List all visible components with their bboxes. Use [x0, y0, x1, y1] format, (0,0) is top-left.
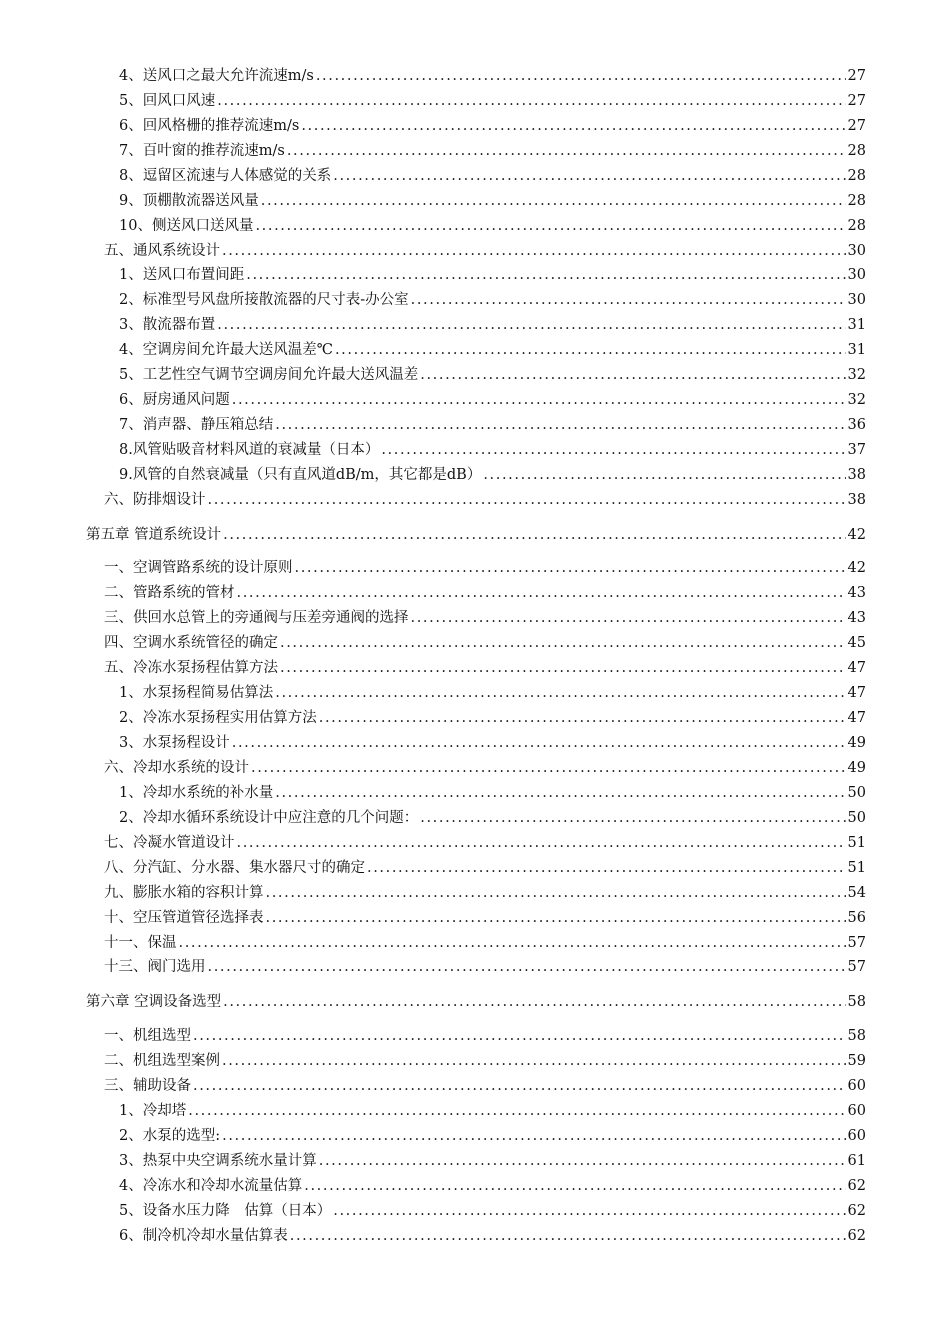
toc-dot-leader: [411, 609, 846, 627]
toc-entry-page-number: 47: [847, 710, 866, 726]
toc-entry-page-number: 57: [847, 935, 866, 951]
toc-entry[interactable]: [119, 217, 866, 237]
toc-dot-leader: [319, 1152, 846, 1170]
toc-entry-title: 三、辅助设备: [104, 1078, 191, 1094]
toc-dot-leader: [217, 92, 845, 110]
toc-entry[interactable]: [104, 884, 866, 904]
toc-entry[interactable]: [119, 1202, 866, 1222]
toc-dot-leader: [208, 491, 846, 509]
toc-entry[interactable]: [119, 1152, 866, 1172]
toc-entry-title: 2、冷冻水泵扬程实用估算方法: [119, 710, 317, 726]
toc-entry-page-number: 57: [847, 959, 866, 975]
toc-entry-page-number: 45: [847, 635, 866, 651]
toc-dot-leader: [255, 217, 845, 235]
toc-entry-page-number: 38: [847, 492, 866, 508]
toc-entry[interactable]: [104, 242, 866, 262]
toc-entry[interactable]: [104, 1077, 866, 1097]
toc-entry[interactable]: [119, 117, 866, 137]
toc-entry-title: 十、空压管道管径选择表: [104, 910, 264, 926]
toc-dot-leader: [232, 734, 846, 752]
toc-entry[interactable]: [104, 1027, 866, 1047]
toc-dot-leader: [232, 391, 846, 409]
toc-entry-title: 十三、阀门选用: [104, 959, 206, 975]
toc-dot-leader: [222, 1127, 845, 1145]
toc-entry[interactable]: [119, 1102, 866, 1122]
toc-entry-title: 七、冷凝水管道设计: [104, 835, 235, 851]
toc-entry-title: 第五章 管道系统设计: [86, 527, 222, 543]
toc-dot-leader: [217, 316, 845, 334]
toc-entry[interactable]: [104, 934, 866, 954]
toc-dot-leader: [251, 759, 846, 777]
toc-entry[interactable]: [104, 759, 866, 779]
toc-dot-leader: [275, 416, 845, 434]
toc-dot-leader: [223, 526, 845, 544]
toc-entry-page-number: 47: [847, 685, 866, 701]
toc-dot-leader: [193, 1027, 846, 1045]
toc-dot-leader: [222, 242, 846, 260]
toc-entry[interactable]: [119, 416, 866, 436]
toc-entry-title: 2、水泵的选型:: [119, 1128, 221, 1144]
toc-entry-page-number: 31: [847, 317, 866, 333]
toc-dot-leader: [266, 884, 846, 902]
toc-entry-page-number: 31: [847, 342, 866, 358]
toc-entry-page-number: 30: [847, 292, 866, 308]
toc-entry-page-number: 36: [847, 417, 866, 433]
toc-entry-page-number: 49: [847, 760, 866, 776]
toc-entry-page-number: 56: [847, 910, 866, 926]
toc-dot-leader: [411, 291, 846, 309]
toc-dot-leader: [208, 958, 846, 976]
toc-chapter-entry[interactable]: [86, 526, 866, 546]
toc-entry-page-number: 27: [847, 68, 866, 84]
toc-dot-leader: [266, 909, 846, 927]
toc-entry-title: 一、空调管路系统的设计原则: [104, 560, 293, 576]
toc-entry-page-number: 50: [847, 810, 866, 826]
toc-entry[interactable]: [119, 466, 866, 486]
toc-entry[interactable]: [119, 291, 866, 311]
toc-entry-page-number: 61: [847, 1153, 866, 1169]
toc-entry[interactable]: [104, 659, 866, 679]
toc-entry-page-number: 60: [847, 1103, 866, 1119]
toc-entry-page-number: 47: [847, 660, 866, 676]
toc-dot-leader: [261, 192, 846, 210]
toc-entry[interactable]: [119, 809, 866, 829]
toc-entry-page-number: 30: [847, 243, 866, 259]
toc-entry[interactable]: [104, 958, 866, 978]
toc-entry-page-number: 58: [847, 1028, 866, 1044]
toc-entry-title: 五、冷冻水泵扬程估算方法: [104, 660, 278, 676]
toc-entry-page-number: 50: [847, 785, 866, 801]
toc-entry[interactable]: [119, 1127, 866, 1147]
toc-entry-page-number: 54: [847, 885, 866, 901]
toc-entry-page-number: 62: [847, 1203, 866, 1219]
toc-dot-leader: [193, 1077, 846, 1095]
toc-entry[interactable]: [119, 734, 866, 754]
toc-dot-leader: [287, 142, 846, 160]
toc-entry-title: 10、侧送风口送风量: [119, 218, 254, 234]
toc-entry-page-number: 62: [847, 1178, 866, 1194]
toc-dot-leader: [222, 1052, 846, 1070]
toc-entry-page-number: 32: [847, 367, 866, 383]
toc-entry[interactable]: [119, 67, 866, 87]
toc-entry-title: 1、水泵扬程简易估算法: [119, 685, 274, 701]
toc-dot-leader: [301, 117, 845, 135]
toc-entry-title: 1、送风口布置间距: [119, 267, 245, 283]
toc-entry-page-number: 62: [847, 1228, 866, 1244]
toc-entry-page-number: 43: [847, 610, 866, 626]
toc-chapter-entry[interactable]: [86, 993, 866, 1013]
toc-entry-title: 4、送风口之最大允许流速m/s: [119, 68, 314, 84]
toc-entry-title: 第六章 空调设备选型: [86, 994, 222, 1010]
toc-entry-title: 6、制冷机冷却水量估算表: [119, 1228, 288, 1244]
toc-entry-title: 4、空调房间允许最大送风温差℃: [119, 342, 333, 358]
toc-entry-page-number: 49: [847, 735, 866, 751]
toc-dot-leader: [223, 993, 845, 1011]
toc-entry[interactable]: [104, 584, 866, 604]
toc-entry-title: 5、回风口风速: [119, 93, 216, 109]
toc-entry[interactable]: [104, 859, 866, 879]
toc-entry[interactable]: [119, 167, 866, 187]
toc-entry-page-number: 32: [847, 392, 866, 408]
toc-entry-page-number: 58: [847, 994, 866, 1010]
toc-entry-title: 六、防排烟设计: [104, 492, 206, 508]
toc-entry-title: 一、机组选型: [104, 1028, 191, 1044]
toc-entry-title: 五、通风系统设计: [104, 243, 220, 259]
toc-dot-leader: [319, 709, 846, 727]
toc-dot-leader: [420, 809, 845, 827]
toc-entry[interactable]: [119, 1227, 866, 1247]
toc-entry-page-number: 60: [847, 1128, 866, 1144]
toc-dot-leader: [420, 366, 845, 384]
toc-entry[interactable]: [119, 266, 866, 286]
toc-dot-leader: [179, 934, 846, 952]
toc-entry[interactable]: [119, 92, 866, 112]
toc-entry-page-number: 37: [847, 442, 866, 458]
toc-entry-page-number: 38: [847, 467, 866, 483]
toc-entry[interactable]: [119, 142, 866, 162]
toc-entry-title: 三、供回水总管上的旁通阀与压差旁通阀的选择: [104, 610, 409, 626]
toc-dot-leader: [335, 341, 846, 359]
toc-entry-title: 二、机组选型案例: [104, 1053, 220, 1069]
toc-dot-leader: [367, 859, 846, 877]
toc-entry-title: 9、顶棚散流器送风量: [119, 193, 259, 209]
toc-dot-leader: [280, 659, 846, 677]
toc-entry-title: 二、管路系统的管材: [104, 585, 235, 601]
toc-entry[interactable]: [119, 684, 866, 704]
toc-entry-page-number: 28: [847, 218, 866, 234]
toc-entry-title: 1、冷却塔: [119, 1103, 187, 1119]
toc-entry-title: 9.风管的自然衰减量（只有直风道dB/m，其它都是dB）: [119, 467, 482, 483]
toc-entry-page-number: 30: [847, 267, 866, 283]
toc-dot-leader: [295, 559, 846, 577]
toc-entry-page-number: 43: [847, 585, 866, 601]
toc-entry[interactable]: [119, 341, 866, 361]
toc-entry-page-number: 51: [847, 835, 866, 851]
toc-entry-title: 3、水泵扬程设计: [119, 735, 230, 751]
toc-entry-title: 7、消声器、静压箱总结: [119, 417, 274, 433]
toc-entry-title: 四、空调水系统管径的确定: [104, 635, 278, 651]
toc-entry-title: 六、冷却水系统的设计: [104, 760, 249, 776]
toc-entry-title: 5、工艺性空气调节空调房间允许最大送风温差: [119, 367, 419, 383]
toc-entry[interactable]: [119, 316, 866, 336]
toc-entry[interactable]: [119, 192, 866, 212]
toc-dot-leader: [333, 1202, 845, 1220]
toc-entry[interactable]: [104, 559, 866, 579]
toc-entry[interactable]: [119, 441, 866, 461]
toc-entry-page-number: 42: [847, 560, 866, 576]
toc-dot-leader: [333, 167, 845, 185]
toc-entry-title: 3、散流器布置: [119, 317, 216, 333]
toc-entry-title: 5、设备水压力降 估算（日本）: [119, 1203, 332, 1219]
toc-entry-title: 8.风管贴吸音材料风道的衰减量（日本）: [119, 442, 380, 458]
toc-entry[interactable]: [104, 491, 866, 511]
toc-entry-title: 3、热泵中央空调系统水量计算: [119, 1153, 317, 1169]
toc-entry[interactable]: [119, 1177, 866, 1197]
toc-dot-leader: [280, 634, 846, 652]
toc-entry-page-number: 27: [847, 118, 866, 134]
toc-entry-title: 十一、保温: [104, 935, 177, 951]
toc-entry-title: 7、百叶窗的推荐流速m/s: [119, 143, 285, 159]
toc-entry-title: 1、冷却水系统的补水量: [119, 785, 274, 801]
toc-entry[interactable]: [119, 784, 866, 804]
toc-entry-title: 2、冷却水循环系统设计中应注意的几个问题：: [119, 810, 419, 826]
toc-entry-page-number: 28: [847, 193, 866, 209]
toc-entry-title: 6、回风格栅的推荐流速m/s: [119, 118, 300, 134]
toc-dot-leader: [304, 1177, 845, 1195]
toc-entry[interactable]: [104, 609, 866, 629]
toc-dot-leader: [237, 834, 846, 852]
toc-entry-page-number: 60: [847, 1078, 866, 1094]
toc-entry-page-number: 42: [847, 527, 866, 543]
toc-dot-leader: [316, 67, 846, 85]
toc-dot-leader: [290, 1227, 846, 1245]
toc-entry-title: 2、标准型号风盘所接散流器的尺寸表-办公室: [119, 292, 409, 308]
toc-entry[interactable]: [104, 634, 866, 654]
toc-entry-title: 八、分汽缸、分水器、集水器尺寸的确定: [104, 860, 365, 876]
toc-entry-title: 8、逗留区流速与人体感觉的关系: [119, 168, 332, 184]
toc-entry[interactable]: [104, 1052, 866, 1072]
toc-entry-title: 九、膨胀水箱的容积计算: [104, 885, 264, 901]
toc-entry-page-number: 28: [847, 143, 866, 159]
toc-entry-page-number: 51: [847, 860, 866, 876]
toc-dot-leader: [246, 266, 845, 284]
toc-dot-leader: [381, 441, 845, 459]
toc-entry[interactable]: [119, 391, 866, 411]
toc-entry-title: 6、厨房通风问题: [119, 392, 230, 408]
toc-entry-page-number: 27: [847, 93, 866, 109]
toc-entry-page-number: 59: [847, 1053, 866, 1069]
toc-dot-leader: [483, 466, 845, 484]
toc-entry[interactable]: [119, 366, 866, 386]
toc-entry[interactable]: [104, 909, 866, 929]
toc-entry-page-number: 28: [847, 168, 866, 184]
toc-entry-title: 4、冷冻水和冷却水流量估算: [119, 1178, 303, 1194]
toc-entry[interactable]: [119, 709, 866, 729]
toc-dot-leader: [275, 684, 845, 702]
toc-dot-leader: [237, 584, 846, 602]
toc-entry[interactable]: [104, 834, 866, 854]
toc-dot-leader: [275, 784, 845, 802]
toc-dot-leader: [188, 1102, 845, 1120]
